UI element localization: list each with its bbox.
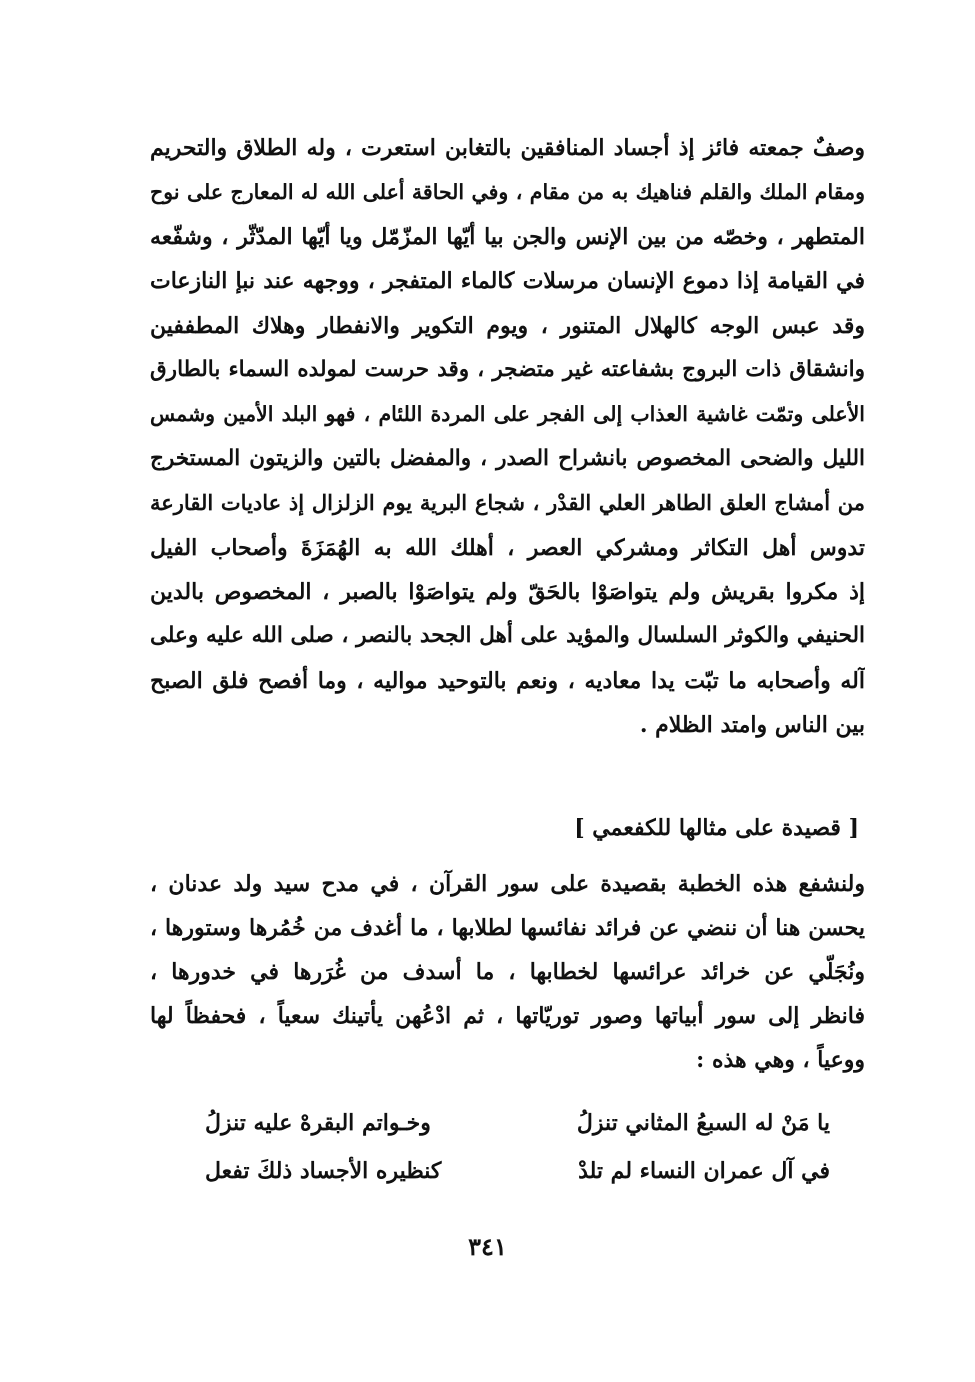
text-line: آله وأصحابه ما تبّت يدا معاديه ، ونعم بالتوحيد مواليه ، وما أفصح فلق الصبح	[150, 667, 865, 694]
text-line: يحسن هنا أن ننضي عن فرائد نفائسها لطلابها ، ما أغدف من خُمُرها وستورها ،	[150, 915, 865, 941]
text-line: تدوس أهل التكاثر ومشركي العصر ، أهلك الله به الهُمَزَةَ وأصحاب الفيل	[150, 534, 865, 561]
text-line: إذ مكروا بقريش ولم يتواصَوْا بالحَقّ ولم يتواصَوْا بالصبر ، المخصوص بالدين	[150, 578, 865, 605]
text-line: المتطهر ، وخصّه من بين الإنس والجن بيا أيّها المزّمّل ويا أيّها المدّثّر ، وشفّعه	[150, 223, 865, 250]
section-heading: [ قصيدة على مثالها للكفعمي ]	[574, 815, 859, 841]
text-line: بين الناس وامتد الظلام .	[639, 712, 865, 739]
body-paragraph	[150, 126, 865, 747]
text-line: ونُجَلّي عن خرائد عرائسها لخطابها ، ما أسدف من غُرَرها في خدورها ،	[150, 959, 865, 985]
text-line: الأعلى وتمّت غاشية العذاب إلى الفجر على المردة اللئام ، فهو البلد الأمين وشمس	[150, 402, 865, 427]
text-line: الحنيفي والكوثر السلسال والمؤيد على أهل الجحد بالنصر ، صلى الله عليه وعلى	[150, 623, 865, 649]
text-line: من أمشاج العلق الطاهر العلي القدْر ، شجاع البرية يوم الزلزال إذ عاديات القارعة	[150, 490, 865, 516]
verse-second-hemistich: وخـواتم البقرهْ عليه تنزلُ	[205, 1110, 431, 1136]
text-line: فانظر إلى سور أبياتها وصور توريّاتها ، ثم ادْعُهن يأتينك سعياً ، فحفظاً لها	[150, 1003, 865, 1029]
text-line: وقد عبس الوجه كالهلال المتنور ، ويوم التكوير والانفطار وهلاك المطففين	[150, 312, 865, 339]
intro-paragraph	[150, 862, 865, 1082]
text-line: وانشقاق ذات البروج بشفاعته غير متضجر ، وقد حرست لمولده السماء بالطارق	[150, 356, 865, 382]
verse-second-hemistich: كنظيره الأجساد ذلكَ تفعل	[205, 1158, 442, 1184]
text-line: ولنشفع هذه الخطبة بقصيدة على سور القرآن ، في مدح سيد ولد عدنان ،	[150, 871, 865, 897]
poem-verse	[205, 1158, 830, 1202]
text-line: وصفٌ جمعته فائز إذ أجساد المنافقين بالتغابن استعرت ، وله الطلاق والتحريم	[150, 135, 865, 161]
verse-first-hemistich: في آل عمران النساء لم تلدْ	[578, 1158, 830, 1184]
poem-verse	[205, 1110, 830, 1154]
text-line: الليل والضحى المخصوص بانشراح الصدر ، والمفضل بالتين والزيتون المستخرج	[150, 445, 865, 471]
page-number: ٣٤١	[468, 1232, 507, 1261]
verse-first-hemistich: يا مَنْ له السبعُ المثاني تنزلُ	[576, 1110, 830, 1136]
text-line: في القيامة إذا دموع الإنسان مرسلات كالماء المتفجر ، ووجهه عند نبإ النازعات	[150, 268, 865, 295]
text-line: ومقام الملك والقلم فناهيك به من مقام ، وفي الحاقة أعلى الله له المعارج على نوح	[150, 180, 865, 205]
text-line: ووعياً ، وهي هذه :	[696, 1047, 865, 1073]
